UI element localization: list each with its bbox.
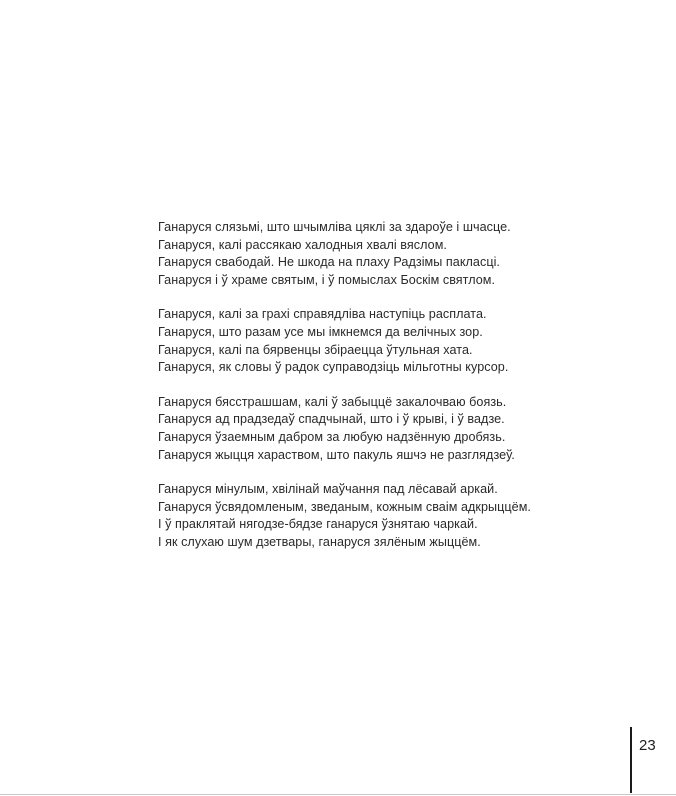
poem-line: Ганаруся, калі рассякаю халодныя хвалі вяслом. <box>158 237 447 252</box>
poem-line: І як слухаю шум дзетвары, ганаруся зялёным жыццём. <box>158 534 481 549</box>
poem-line: І ў праклятай нягодзе-бядзе ганаруся ўзнятаю чаркай. <box>158 517 478 532</box>
poem-line: Ганаруся, як словы ў радок суправодзіць мільготны курсор. <box>158 360 509 375</box>
poem-line: Ганаруся жыцця хараством, што пакуль яшчэ не разглядзеў. <box>158 447 515 462</box>
poem-line: Ганаруся і ў храме святым, і ў помыслах Боскім святлом. <box>158 272 496 287</box>
stanza-2 <box>158 306 628 376</box>
page-number-divider <box>630 727 632 793</box>
page-bottom-edge <box>0 794 676 795</box>
poem-line: Ганаруся ўсвядомленым, зведаным, кожным сваім адкрыццём. <box>158 499 531 514</box>
poem-line: Ганаруся мінулым, хвілінай маўчання пад лёсавай аркай. <box>158 482 498 497</box>
poem-line: Ганаруся свабодай. Не шкода на плаху Радзімы пакласці. <box>158 255 500 270</box>
stanza-4 <box>158 481 628 551</box>
poem-line: Ганаруся, калі па бярвенцы збіраецца ўтульная хата. <box>158 342 473 357</box>
stanza-3 <box>158 394 628 464</box>
poem-line: Ганаруся слязьмі, што шчымліва цяклі за здароўе і шчасце. <box>158 220 511 234</box>
poem-line: Ганаруся, калі за грахі справядліва наступіць расплата. <box>158 307 487 322</box>
poem-line: Ганаруся ад прадзедаў спадчынай, што і ў крыві, і ў вадзе. <box>158 412 505 427</box>
poem-line: Ганаруся ўзаемным дабром за любую надзённую дробязь. <box>158 429 506 444</box>
poem-line: Ганаруся бясстрашшам, калі ў забыццё закалочваю боязь. <box>158 394 507 409</box>
poem <box>158 219 628 569</box>
page-number: 23 <box>639 737 656 754</box>
poem-line: Ганаруся, што разам усе мы імкнемся да велічных зор. <box>158 324 483 339</box>
stanza-1 <box>158 219 628 289</box>
